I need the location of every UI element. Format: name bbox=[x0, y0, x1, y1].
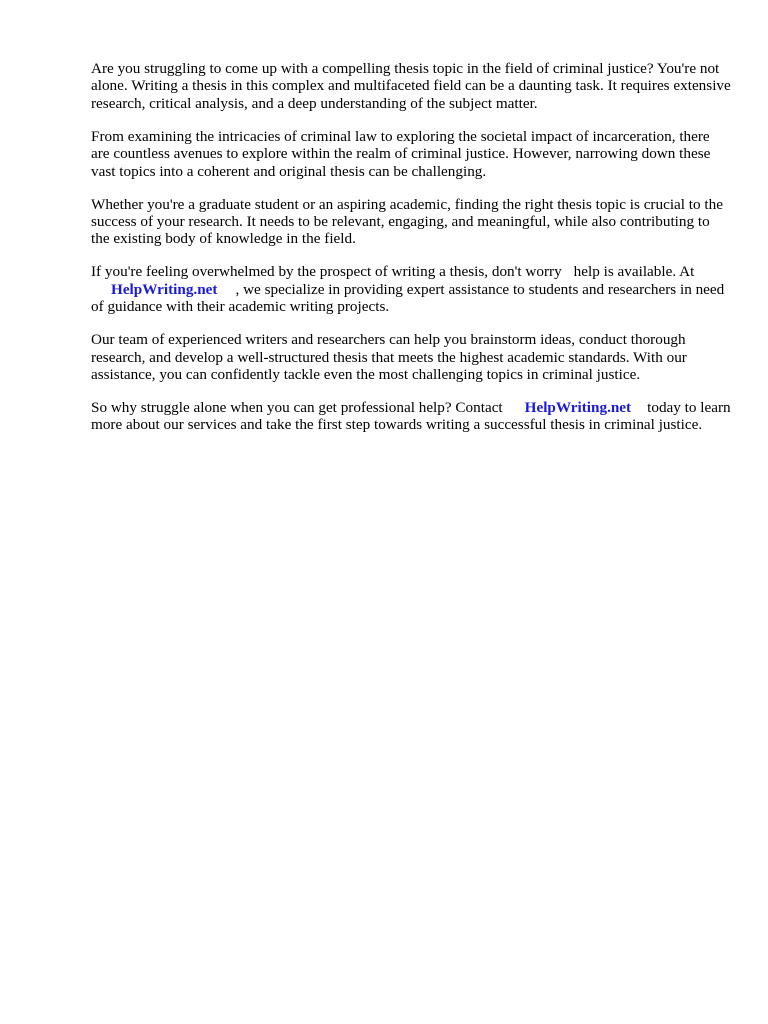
paragraph-help-offer bbox=[91, 263, 731, 315]
paragraph-contact bbox=[91, 399, 731, 434]
paragraph-contact-text-before: So why struggle alone when you can get professional help? Contact bbox=[91, 399, 503, 417]
paragraph-intro: Are you struggling to come up with a compelling thesis topic in the field of criminal justice? You're not alone. Writing a thesis in this complex and multifaceted field can be a daunting task. It requires extensive research, critical analysis, and a deep understanding of the subject matter. bbox=[91, 60, 731, 112]
document-body bbox=[91, 60, 731, 449]
paragraph-help-offer-text-after: , we specialize in providing expert assistance to students and researchers in need of guidance with their academic writing projects. bbox=[91, 280, 725, 316]
paragraph-contact-text-after: today to learn more about our services and take the first step towards writing a successful thesis in criminal justice. bbox=[91, 399, 731, 434]
helpwriting-link-1[interactable]: HelpWriting.net bbox=[111, 280, 218, 298]
paragraph-help-offer-text-before: If you're feeling overwhelmed by the prospect of writing a thesis, don't worry bbox=[91, 263, 562, 281]
paragraph-help-offer-text-middle: help is available. At bbox=[573, 263, 695, 281]
paragraph-team: Our team of experienced writers and researchers can help you brainstorm ideas, conduct thorough research, and develop a well-structured thesis that meets the highest academic standards. With our assistance, you can confidently tackle even the most challenging topics in criminal justice. bbox=[91, 331, 687, 384]
helpwriting-link-2[interactable]: HelpWriting.net bbox=[524, 399, 632, 417]
paragraph-importance: Whether you're a graduate student or an aspiring academic, finding the right thesis topic is crucial to the success of your research. It needs to be relevant, engaging, and meaningful, while also contributing to the existing body of knowledge in the field. bbox=[91, 195, 723, 248]
paragraph-topics: From examining the intricacies of criminal law to exploring the societal impact of incarceration, there are countless avenues to explore within the realm of criminal justice. However, narrowing down these vast topics into a coherent and original thesis can be challenging. bbox=[91, 127, 711, 180]
